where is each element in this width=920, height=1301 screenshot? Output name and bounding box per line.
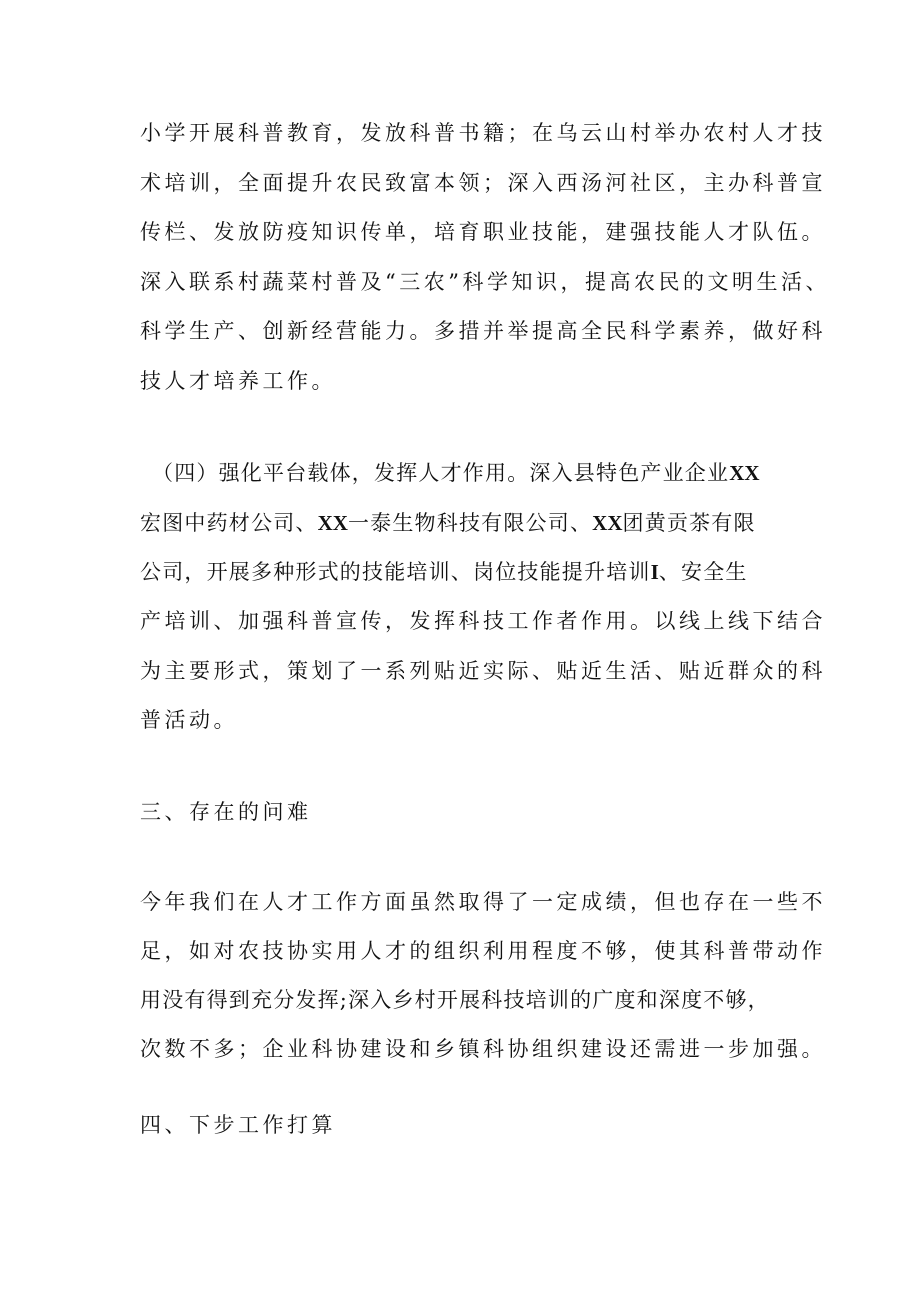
paragraph-line: 深入联系村蔬菜村普及“三农”科学知识，提高农民的文明生活、	[140, 270, 830, 294]
text-segment: 、安全生	[658, 560, 748, 584]
company-placeholder: XX	[317, 511, 348, 535]
paragraph-line: 术培训，全面提升农民致富本领；深入西汤河社区，主办科普宣	[140, 171, 826, 195]
text-segment: 团黄贡茶有限	[622, 511, 756, 535]
text-segment: 宏图中药材公司、	[140, 511, 318, 535]
paragraph-line	[140, 557, 800, 587]
company-placeholder: XX	[729, 461, 760, 485]
paragraph-line: 传栏、发放防疫知识传单，培育职业技能，建强技能人才队伍。	[140, 220, 826, 244]
company-placeholder: XX	[592, 511, 623, 535]
text-segment: 公司，开展多种形式的技能培训、岗位技能提升培训	[140, 560, 651, 584]
paragraph-line	[152, 458, 812, 488]
paragraph-line: 为主要形式，策划了一系列贴近实际、贴近生活、贴近群众的科	[140, 659, 826, 683]
text-segment: 一泰生物科技有限公司、	[347, 511, 593, 535]
paragraph-line: 小学开展科普教育，发放科普书籍；在乌云山村举办农村人才技	[140, 121, 826, 145]
paragraph-line: 今年我们在人才工作方面虽然取得了一定成绩，但也存在一些不	[140, 890, 826, 914]
section-heading: 三、存在的问难	[140, 800, 312, 824]
paragraph-line: 足，如对农技协实用人才的组织利用程度不够，使其科普带动作	[140, 939, 826, 963]
paragraph-line	[140, 508, 800, 538]
text-segment: （四）强化平台载体，发挥人才作用。深入县特色产业企业	[152, 461, 730, 485]
section-heading: 四、下步工作打算	[140, 1113, 336, 1137]
paragraph-line: 产培训、加强科普宣传，发挥科技工作者作用。以线上线下结合	[140, 609, 826, 633]
paragraph-line: 普活动。	[140, 708, 238, 732]
stray-character: I	[650, 560, 659, 584]
paragraph-line: 次数不多；企业科协建设和乡镇科协组织建设还需进一步加强。	[140, 1037, 826, 1061]
paragraph-line: 科学生产、创新经营能力。多措并举提高全民科学素养，做好科	[140, 319, 826, 343]
paragraph-line: 技人才培养工作。	[140, 369, 336, 393]
paragraph-line: 用没有得到充分发挥;深入乡村开展科技培训的广度和深度不够，	[140, 988, 770, 1012]
